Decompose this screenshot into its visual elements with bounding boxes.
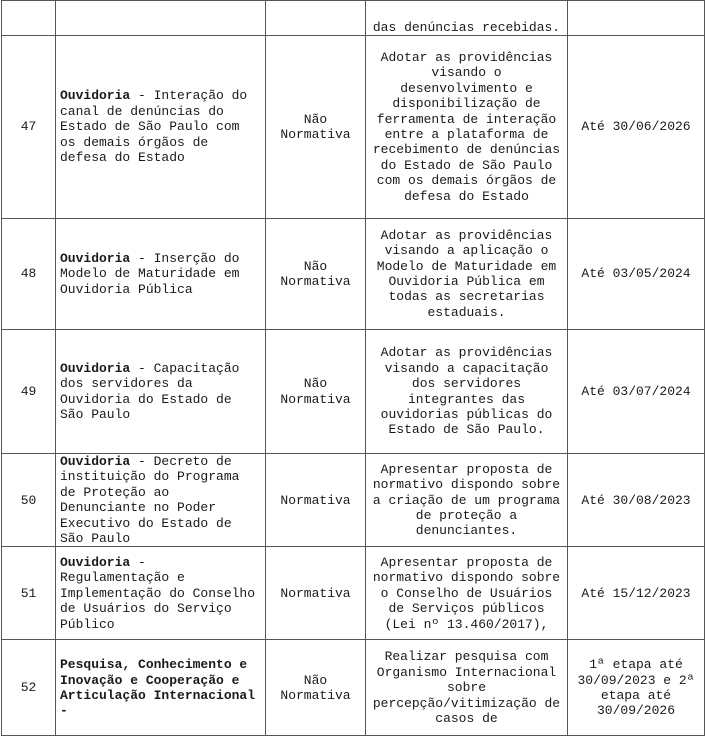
deadline-cell: Até 03/07/2024 (568, 330, 705, 454)
table-row (2, 36, 705, 219)
topic-description: - Regulamentação e Implementação do Conselho de Usuários do Serviço Público (60, 554, 256, 632)
deadline-cell: Até 15/12/2023 (568, 547, 705, 640)
deadline-cell: Até 30/06/2026 (568, 36, 705, 219)
nature-cell: Não Normativa (266, 640, 366, 736)
topic-description: - Inserção do Modelo de Maturidade em Ouvidoria Pública (60, 250, 240, 297)
nature-cell: Não Normativa (266, 219, 366, 330)
table-row (2, 1, 705, 36)
nature-cell: Não Normativa (266, 36, 366, 219)
action-cell: Apresentar proposta de normativo dispondo sobre a criação de um programa de proteção a denunciantes. (366, 454, 568, 547)
topic-cell (56, 454, 266, 547)
row-number (2, 1, 56, 36)
deadline-cell: Até 03/05/2024 (568, 219, 705, 330)
topic-heading: Ouvidoria (60, 554, 131, 570)
deadline-cell: 1ª etapa até 30/09/2023 e 2ª etapa até 30/09/2026 (568, 640, 705, 736)
action-cell: Adotar as providências visando o desenvolvimento e disponibilização de ferramenta de interação entre a plataforma de recebimento de denúncias do Estado de São Paulo com os demais órgãos de defesa do Estado (366, 36, 568, 219)
topic-cell (56, 547, 266, 640)
nature-cell (266, 1, 366, 36)
topic-cell (56, 330, 266, 454)
table-row (2, 454, 705, 547)
topic-description: - Interação do canal de denúncias do Estado de São Paulo com os demais órgãos de defesa do Estado (60, 88, 248, 166)
table-row (2, 640, 705, 736)
row-number: 47 (2, 36, 56, 219)
action-cell: Apresentar proposta de normativo dispondo sobre o Conselho de Usuários de Serviços públicos (Lei nº 13.460/2017), (366, 547, 568, 640)
table-row (2, 547, 705, 640)
topic-heading: Pesquisa, Conhecimento e Inovação e Cooperação e Articulação Internacional - (60, 657, 256, 719)
row-number: 52 (2, 640, 56, 736)
topic-heading: Ouvidoria (60, 454, 131, 469)
action-cell: Realizar pesquisa com Organismo Internacional sobre percepção/vitimização de casos de (366, 640, 568, 736)
topic-heading: Ouvidoria (60, 250, 131, 266)
nature-cell: Normativa (266, 547, 366, 640)
action-cell: Adotar as providências visando a capacitação dos servidores integrantes das ouvidorias públicas do Estado de São Paulo. (366, 330, 568, 454)
deadline-cell: Até 30/08/2023 (568, 454, 705, 547)
row-number: 49 (2, 330, 56, 454)
topic-heading: Ouvidoria (60, 88, 131, 104)
nature-cell: Normativa (266, 454, 366, 547)
deadline-cell (568, 1, 705, 36)
topic-cell (56, 640, 266, 736)
topic-cell (56, 219, 266, 330)
topic-cell (56, 36, 266, 219)
action-cell: Adotar as providências visando a aplicação o Modelo de Maturidade em Ouvidoria Pública em todas as secretarias estaduais. (366, 219, 568, 330)
table-row (2, 330, 705, 454)
topic-description: - Capacitação dos servidores da Ouvidoria do Estado de São Paulo (60, 360, 240, 422)
topic-cell (56, 1, 266, 36)
table-row (2, 219, 705, 330)
topic-description: - Decreto de instituição do Programa de Proteção ao Denunciante no Poder Executivo do Estado de São Paulo (60, 454, 240, 547)
action-plan-table (1, 0, 705, 736)
nature-cell: Não Normativa (266, 330, 366, 454)
row-number: 48 (2, 219, 56, 330)
row-number: 50 (2, 454, 56, 547)
action-cell: das denúncias recebidas. (366, 1, 568, 36)
row-number: 51 (2, 547, 56, 640)
topic-heading: Ouvidoria (60, 360, 131, 376)
